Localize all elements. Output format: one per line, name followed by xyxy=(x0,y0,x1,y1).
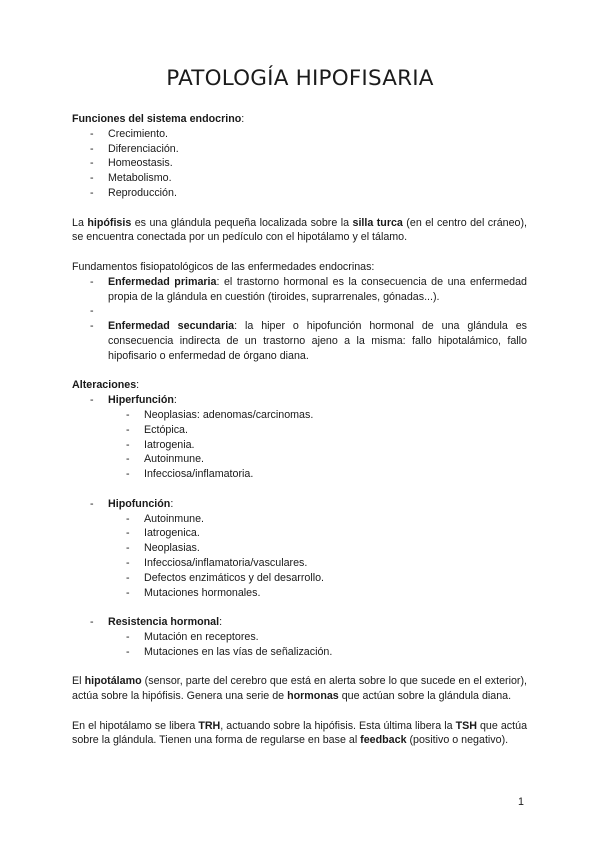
list-item: - Neoplasias: adenomas/carcinomas. xyxy=(72,408,527,423)
hipofisis-paragraph: La hipófisis es una glándula pequeña localizada sobre la silla turca (en el centro del cráneo), se encuentra conectada por un pedículo con el hipotálamo y el tálamo. xyxy=(72,216,527,244)
list-item: - Defectos enzimáticos y del desarrollo. xyxy=(72,571,527,586)
list-item: - Diferenciación. xyxy=(72,142,527,157)
hipofuncion-list xyxy=(72,497,527,512)
list-item: - Mutaciones en las vías de señalización. xyxy=(72,645,527,660)
hiperfuncion-sublist xyxy=(72,408,527,482)
page-title: PATOLOGÍA HIPOFISARIA xyxy=(166,66,434,91)
list-item: - Homeostasis. xyxy=(72,156,527,171)
hipofuncion-item: - Hipofunción: xyxy=(72,497,527,512)
resistencia-item: - Resistencia hormonal: xyxy=(72,615,527,630)
enfermedad-secundaria-item: - Enfermedad secundaria: la hiper o hipofunción hormonal de una glándula es consecuencia indirecta de un trastorno ajeno a la misma: fallo hipotalámico, fallo hipofisario o enfermedad de órgano diana. xyxy=(72,319,527,363)
fundamentos-intro: Fundamentos fisiopatológicos de las enfermedades endocrinas: xyxy=(72,260,375,273)
page-number: 1 xyxy=(518,796,524,808)
list-item: - Neoplasias. xyxy=(72,541,527,556)
list-item: - Iatrogenia. xyxy=(72,438,527,453)
alteraciones-list xyxy=(72,393,527,408)
list-item: - Autoinmune. xyxy=(72,452,527,467)
list-item: - Iatrogenica. xyxy=(72,526,527,541)
list-item: - Crecimiento. xyxy=(72,127,527,142)
resistencia-list xyxy=(72,615,527,630)
fundamentos-list xyxy=(72,275,527,364)
enfermedad-primaria-item: - Enfermedad primaria: el trastorno hormonal es la consecuencia de una enfermedad propia de la glándula en cuestión (tiroides, suprarrenales, gónadas...). xyxy=(72,275,527,305)
document-body xyxy=(72,112,527,748)
funciones-list xyxy=(72,127,527,201)
trh-paragraph: En el hipotálamo se libera TRH, actuando sobre la hipófisis. Esta última libera la TSH que actúa sobre la glándula. Tienen una forma de regularse en base al feedback (positivo o negativo). xyxy=(72,719,528,747)
hiperfuncion-item: - Hiperfunción: xyxy=(72,393,527,408)
hipofuncion-sublist xyxy=(72,512,527,601)
hipotalamo-paragraph: El hipotálamo (sensor, parte del cerebro que está en alerta sobre lo que sucede en el exterior), actúa sobre la hipófisis. Genera una serie de hormonas que actúan sobre la glándula diana. xyxy=(72,675,527,703)
list-item: - Reproducción. xyxy=(72,186,527,201)
list-item: - Infecciosa/inflamatoria/vasculares. xyxy=(72,556,527,571)
alteraciones-heading: Alteraciones: xyxy=(72,379,140,392)
list-item: - Ectópica. xyxy=(72,423,527,438)
list-item: - Mutaciones hormonales. xyxy=(72,586,527,601)
funciones-heading-label: Funciones del sistema endocrino xyxy=(72,113,242,125)
list-item: - Mutación en receptores. xyxy=(72,630,527,645)
resistencia-sublist xyxy=(72,630,527,660)
funciones-heading: Funciones del sistema endocrino: xyxy=(72,113,245,125)
list-item: - Infecciosa/inflamatoria. xyxy=(72,467,527,482)
list-item: - Autoinmune. xyxy=(72,512,527,527)
list-item: - Metabolismo. xyxy=(72,171,527,186)
